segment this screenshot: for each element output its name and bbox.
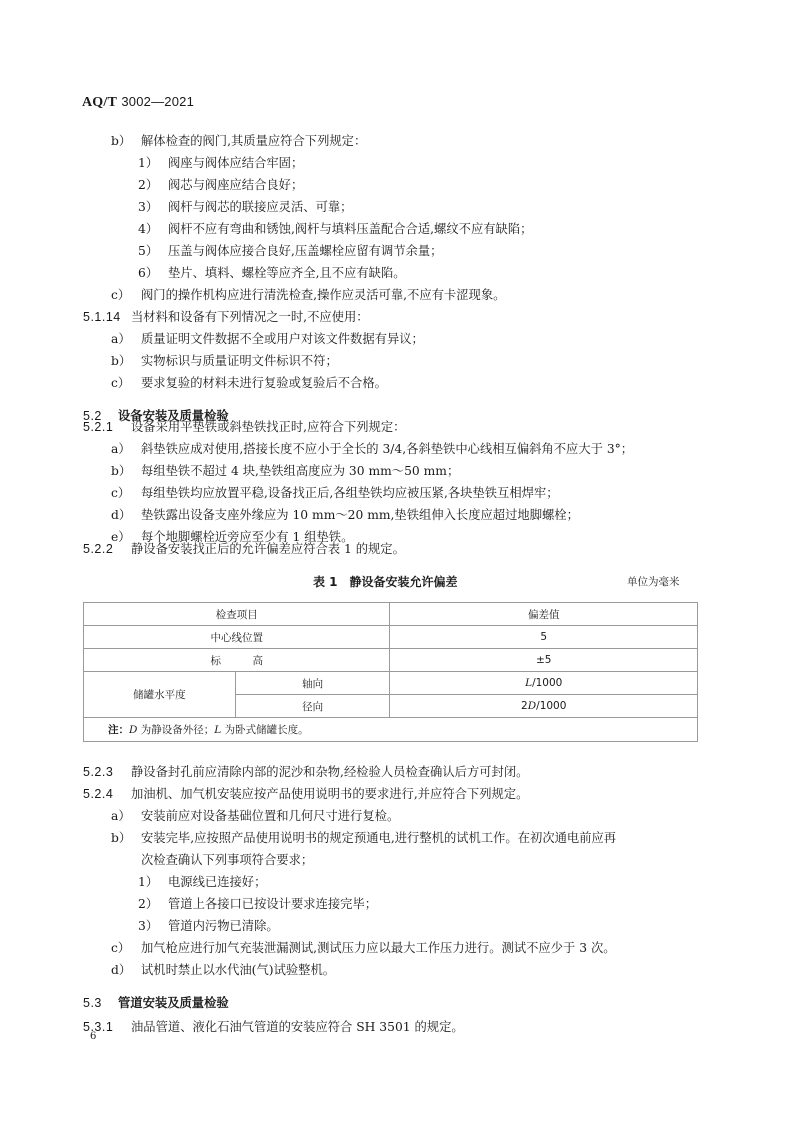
- value-rest: /1000: [532, 677, 563, 689]
- sub-list-label: 6）: [138, 266, 159, 280]
- sub-list-label: 4）: [138, 222, 159, 236]
- list-text: 每组垫铁均应放置平稳,设备找正后,各组垫铁均应被压紧,各块垫铁互相焊牢；: [141, 486, 559, 500]
- list-text: 实物标识与质量证明文件标识不符；: [141, 354, 338, 368]
- page-number: 6: [90, 1031, 97, 1042]
- header-cell-item: 检查项目: [84, 603, 390, 626]
- sub-list-label: 5）: [138, 244, 159, 258]
- clause-text: 加油机、加气机安装应按产品使用说明书的要求进行,并应符合下列规定。: [131, 787, 529, 801]
- cell-value: [390, 672, 698, 695]
- cell-sub-item: 轴向: [235, 672, 390, 695]
- cell-group-item: 储罐水平度: [84, 672, 236, 718]
- list-label: c）: [111, 486, 131, 500]
- standard-number: 3002—2021: [121, 94, 195, 109]
- clause-text: 静设备封孔前应清除内部的泥沙和杂物,经检验人员检查确认后方可封闭。: [131, 765, 529, 779]
- note-var-l: L: [214, 724, 222, 736]
- list-text: 每个地脚螺栓近旁应至少有 1 组垫铁。: [141, 530, 354, 544]
- list-text: 质量证明文件数据不全或用户对该文件数据有异议；: [141, 332, 424, 346]
- clause-number: 5.3.1: [83, 1020, 114, 1034]
- sub-list-text: 电源线已连接好；: [168, 875, 267, 889]
- sub-list-text: 压盖与阀体应接合良好,压盖螺栓应留有调节余量；: [168, 244, 443, 258]
- sub-list-text: 阀杆不应有弯曲和锈蚀,阀杆与填料压盖配合合适,螺纹不应有缺陷；: [168, 222, 533, 236]
- table-note: [84, 718, 698, 742]
- section-title: 设备安装及质量检验: [118, 409, 229, 423]
- list-label: c）: [111, 376, 131, 390]
- table-note-row: [84, 718, 698, 742]
- section-title: 管道安装及质量检验: [118, 996, 229, 1010]
- sub-list-text: 阀芯与阀座应结合良好；: [168, 178, 304, 192]
- list-text: 试机时禁止以水代油(气)试验整机。: [141, 963, 336, 977]
- sub-list-label: 1）: [138, 875, 159, 889]
- sub-list-label: 3）: [138, 919, 159, 933]
- value-rest: /1000: [536, 700, 567, 712]
- section-number: 5.3: [83, 996, 102, 1010]
- sub-list-text: 阀杆与阀芯的联接应灵活、可靠；: [168, 200, 353, 214]
- sub-list-label: 1）: [138, 156, 159, 170]
- deviation-table: [83, 602, 698, 742]
- list-label: d）: [111, 508, 132, 522]
- list-text: 斜垫铁应成对使用,搭接长度不应小于全长的 3/4,各斜垫铁中心线相互偏斜角不应大于 3°；: [141, 442, 634, 456]
- list-text: 解体检查的阀门,其质量应符合下列规定：: [141, 134, 367, 148]
- cell-item: 标 高: [84, 649, 390, 672]
- clause-number: 5.2.2: [83, 542, 114, 556]
- list-text: 安装前应对设备基础位置和几何尺寸进行复检。: [141, 809, 400, 823]
- sub-list-text: 垫片、填料、螺栓等应齐全,且不应有缺陷。: [168, 266, 406, 280]
- list-text: 安装完毕,应按照产品使用说明书的规定预通电,进行整机的试机工作。在初次通电前应再: [141, 831, 617, 845]
- list-text: 加气枪应进行加气充装泄漏测试,测试压力应以最大工作压力进行。测试不应少于 3 次。: [141, 941, 616, 955]
- clause-number: 5.2.4: [83, 787, 114, 801]
- value-prefix: 2: [521, 700, 528, 712]
- clause-text: 当材料和设备有下列情况之一时,不应使用：: [131, 310, 369, 324]
- list-label: b）: [111, 831, 132, 845]
- header-cell-value: 偏差值: [390, 603, 698, 626]
- clause-number: 5.2.1: [83, 420, 114, 434]
- note-var-d: D: [129, 724, 138, 736]
- list-text: 要求复验的材料未进行复验或复验后不合格。: [141, 376, 387, 390]
- table-row: [84, 672, 698, 695]
- sub-list-text: 管道上各接口已按设计要求连接完毕；: [168, 897, 378, 911]
- list-text: 阀门的操作机构应进行清洗检查,操作应灵活可靠,不应有卡涩现象。: [141, 288, 506, 302]
- sub-list-label: 2）: [138, 897, 159, 911]
- sub-list-label: 2）: [138, 178, 159, 192]
- list-label: a）: [111, 442, 131, 456]
- list-text: 垫铁露出设备支座外缘应为 10 mm～20 mm,垫铁组伸入长度应超过地脚螺栓；: [141, 508, 579, 522]
- sub-list-text: 管道内污物已清除。: [168, 919, 279, 933]
- table-row: [84, 649, 698, 672]
- clause-text: 油品管道、液化石油气管道的安装应符合 SH 3501 的规定。: [131, 1020, 464, 1034]
- table-row: [84, 626, 698, 649]
- clause-number: 5.1.14: [83, 310, 121, 324]
- list-label: d）: [111, 963, 132, 977]
- list-label: b）: [111, 464, 132, 478]
- variable-d: D: [527, 700, 537, 712]
- clause-text: 设备采用平垫铁或斜垫铁找正时,应符合下列规定：: [131, 420, 406, 434]
- list-label: a）: [111, 809, 131, 823]
- note-mid: 为静设备外径；: [137, 724, 215, 736]
- standard-code-header: [82, 94, 194, 111]
- table-caption: 表 1 静设备安装允许偏差: [313, 575, 458, 589]
- clause-number: 5.2.3: [83, 765, 114, 779]
- cell-value: ±5: [390, 649, 698, 672]
- cell-sub-item: 径向: [235, 695, 390, 718]
- clause-text: 静设备安装找正后的允许偏差应符合表 1 的规定。: [131, 542, 405, 556]
- list-label: b）: [111, 134, 132, 148]
- list-text: 每组垫铁不超过 4 块,垫铁组高度应为 30 mm～50 mm；: [141, 464, 460, 478]
- standard-prefix: AQ/T: [82, 95, 118, 110]
- list-label: c）: [111, 288, 131, 302]
- section-number: 5.2: [83, 409, 102, 423]
- table-unit-note: 单位为毫米: [627, 576, 680, 588]
- list-label: b）: [111, 354, 132, 368]
- cell-item: 中心线位置: [84, 626, 390, 649]
- list-label: a）: [111, 332, 131, 346]
- table-header-row: [84, 603, 698, 626]
- list-text: 次检查确认下列事项符合要求；: [141, 853, 314, 867]
- list-label: e）: [111, 530, 131, 544]
- cell-value: 5: [390, 626, 698, 649]
- note-prefix: 注：: [108, 724, 129, 736]
- note-end: 为卧式储罐长度。: [221, 724, 309, 736]
- cell-value: [390, 695, 698, 718]
- variable-l: L: [525, 677, 533, 689]
- sub-list-text: 阀座与阀体应结合牢固；: [168, 156, 304, 170]
- sub-list-label: 3）: [138, 200, 159, 214]
- list-label: c）: [111, 941, 131, 955]
